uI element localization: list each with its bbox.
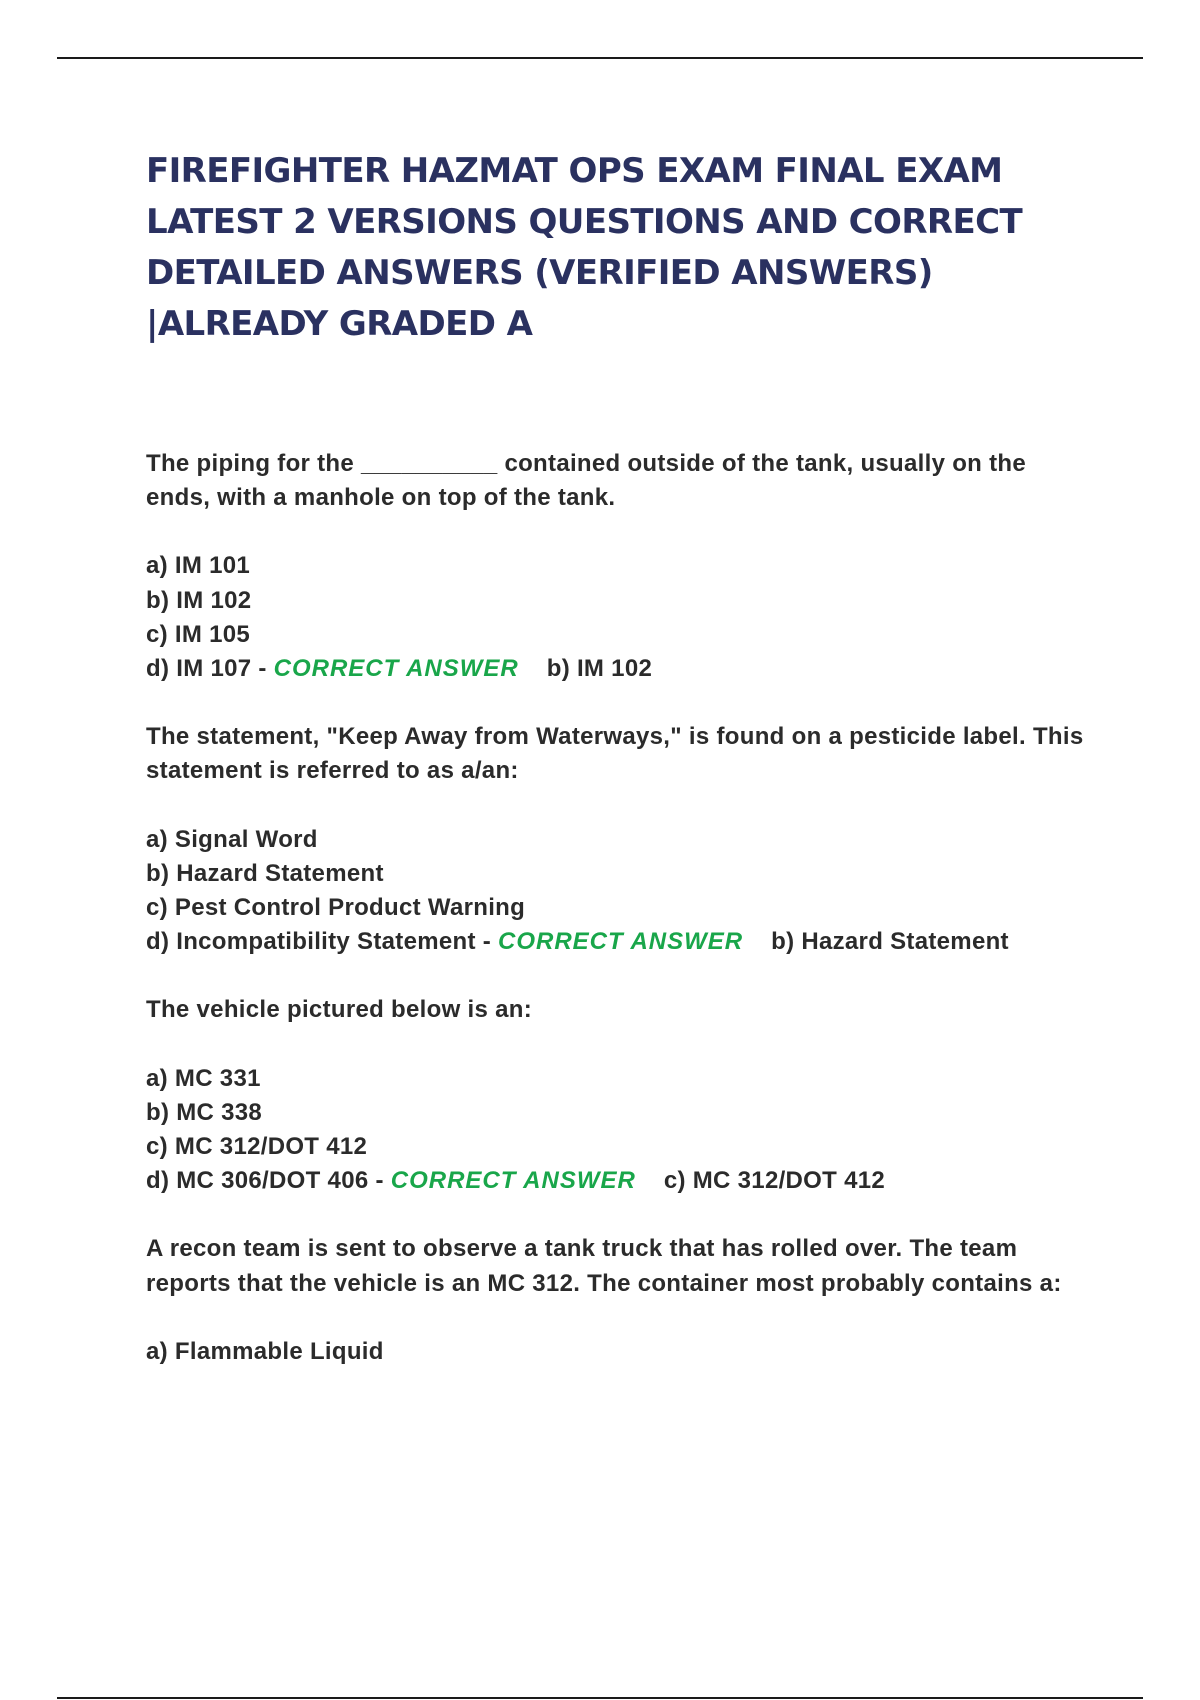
bottom-rule xyxy=(57,1697,1143,1699)
correct-answer-value: c) MC 312/DOT 412 xyxy=(663,1167,886,1195)
question-2 xyxy=(146,720,1096,959)
option-d-text: d) Incompatibility Statement - xyxy=(146,928,492,956)
option-a: a) MC 331 xyxy=(146,1064,261,1092)
option-c: c) Pest Control Product Warning xyxy=(146,894,526,922)
option-c: c) MC 312/DOT 412 xyxy=(146,1133,368,1161)
option-b: b) MC 338 xyxy=(146,1098,263,1126)
option-d xyxy=(146,652,1096,686)
option-b: b) IM 102 xyxy=(146,586,252,614)
option-a: a) Signal Word xyxy=(146,825,318,853)
answer-options xyxy=(146,823,1096,960)
question-text: The statement, "Keep Away from Waterways," is found on a pesticide label. This statement is referred to as a/an: xyxy=(146,723,1084,785)
question-3 xyxy=(146,993,1096,1198)
question-list xyxy=(146,447,1096,1403)
question-text: A recon team is sent to observe a tank truck that has rolled over. The team reports that the vehicle is an MC 312. The container most probably contains a: xyxy=(146,1235,1062,1297)
correct-answer-value: b) IM 102 xyxy=(546,655,653,683)
option-a: a) IM 101 xyxy=(146,552,251,580)
answer-options xyxy=(146,1062,1096,1199)
correct-answer-label: CORRECT ANSWER xyxy=(498,928,744,956)
answer-options xyxy=(146,549,1096,686)
correct-answer-label: CORRECT ANSWER xyxy=(273,655,519,683)
option-b: b) Hazard Statement xyxy=(146,859,384,887)
correct-answer-label: CORRECT ANSWER xyxy=(390,1167,636,1195)
option-d-text: d) MC 306/DOT 406 - xyxy=(146,1167,384,1195)
top-rule xyxy=(57,57,1143,59)
option-a: a) Flammable Liquid xyxy=(146,1337,384,1365)
answer-options xyxy=(146,1335,1096,1369)
question-1 xyxy=(146,447,1096,686)
option-d-text: d) IM 107 - xyxy=(146,655,267,683)
option-d xyxy=(146,1164,1096,1198)
correct-answer-value: b) Hazard Statement xyxy=(771,928,1009,956)
question-4 xyxy=(146,1232,1096,1369)
option-c: c) IM 105 xyxy=(146,620,251,648)
option-d xyxy=(146,925,1096,959)
question-text: The piping for the __________ contained outside of the tank, usually on the ends, with a manhole on top of the tank. xyxy=(146,450,1026,512)
document-title: FIREFIGHTER HAZMAT OPS EXAM FINAL EXAM LATEST 2 VERSIONS QUESTIONS AND CORRECT DETAILED ANSWERS (VERIFIED ANSWERS) |ALREADY GRADED A xyxy=(146,151,1023,344)
question-text: The vehicle pictured below is an: xyxy=(146,996,532,1024)
